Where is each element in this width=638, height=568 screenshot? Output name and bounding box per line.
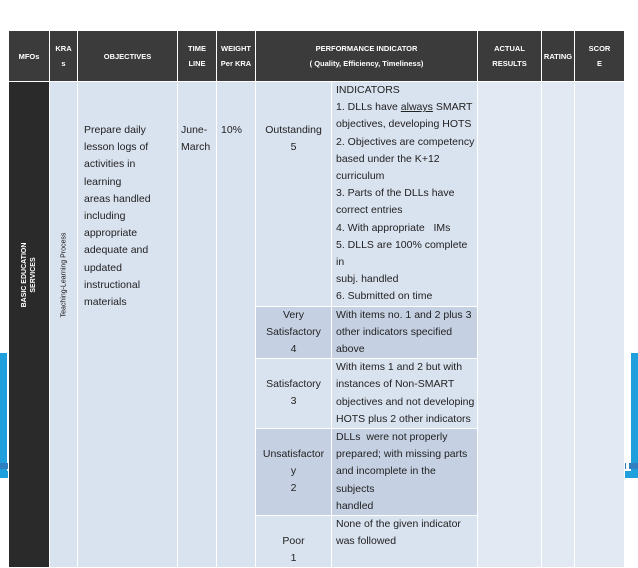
- indicator-line: 5. DLLS are 100% complete in: [336, 238, 468, 269]
- header-actual-results: ACTUAL RESULTS: [478, 31, 542, 82]
- indicator-line: 2. Objectives are competency: [336, 135, 475, 148]
- level-name: Very: [282, 308, 304, 321]
- objective-line: instructional: [84, 278, 141, 291]
- rating-cell: [542, 82, 575, 568]
- indicator-line: INDICATORS: [336, 84, 400, 96]
- indicator-line: handled: [336, 499, 374, 512]
- objective-line: activities in learning: [84, 158, 136, 188]
- timeline-end: March: [181, 141, 211, 154]
- timeline-cell: [178, 82, 217, 568]
- header-mfos: MFOs: [9, 31, 50, 82]
- header-weight: WEIGHT Per KRA: [217, 31, 256, 82]
- level-name: Outstanding: [265, 124, 322, 136]
- level-score: 5: [290, 141, 297, 154]
- indicator-line: 3. Parts of the DLLs have: [336, 187, 455, 200]
- objective-line: adequate and: [84, 244, 149, 257]
- weight-value: 10%: [221, 124, 243, 136]
- objective-line: updated: [84, 261, 122, 274]
- indicator-line: and incomplete in the subjects: [336, 465, 436, 495]
- indicator-line: above: [336, 343, 365, 356]
- actual-results-cell: [478, 82, 542, 568]
- indicator-line: 1. DLLs have always SMART: [336, 101, 473, 114]
- indicators-outstanding: [332, 82, 478, 307]
- level-name: Unsatisfactor: [262, 448, 325, 461]
- level-score: 1: [290, 552, 297, 565]
- indicator-line: prepared; with missing parts: [336, 448, 468, 461]
- indicator-line: HOTS plus 2 other indicators: [336, 412, 471, 425]
- indicator-line: curriculum: [336, 170, 385, 183]
- indicator-line: DLLs were not properly: [336, 431, 448, 444]
- level-score: 2: [290, 482, 297, 495]
- header-timeline: TIME LINE: [178, 31, 217, 82]
- objective-line: materials: [84, 296, 127, 309]
- level-label-outstanding: [256, 82, 332, 307]
- mfo-label: BASIC EDUCATION SERVICES: [21, 242, 37, 307]
- indicator-line: With items 1 and 2 but with: [336, 361, 463, 374]
- objective-line: areas handled: [84, 192, 151, 205]
- weight-cell: [217, 82, 256, 568]
- score-cell: [575, 82, 625, 568]
- indicator-line: With items no. 1 and 2 plus 3: [336, 308, 472, 321]
- indicator-line: was followed: [336, 535, 397, 548]
- indicator-line: objectives, developing HOTS: [336, 118, 472, 131]
- left-accent-bar: [0, 353, 7, 478]
- header-objectives: OBJECTIVES: [78, 31, 178, 82]
- indicator-line: 4. With appropriate IMs: [336, 221, 451, 234]
- level-label-unsatisfactory: [256, 429, 332, 516]
- header-performance-indicator: PERFORMANCE INDICATOR ( Quality, Efficiency, Timeliness): [256, 31, 478, 82]
- level-name: Satisfactory: [266, 325, 321, 338]
- level-name: Satisfactory: [266, 378, 321, 391]
- performance-table: [8, 30, 625, 568]
- level-label-poor: [256, 516, 332, 568]
- indicators-unsatisfactory: [332, 429, 478, 516]
- level-label-very-satisfactory: [256, 306, 332, 359]
- objective-line: Prepare daily: [84, 124, 146, 136]
- indicator-line: subj. handled: [336, 273, 399, 286]
- level-name: Poor: [282, 535, 305, 548]
- level-name: y: [290, 465, 297, 478]
- kra-cell: [50, 82, 78, 568]
- indicators-satisfactory: [332, 359, 478, 429]
- indicator-line: correct entries: [336, 204, 403, 217]
- level-score: 3: [290, 395, 297, 408]
- kra-label: Teaching-Learning Process: [60, 232, 67, 317]
- objective-line: including: [84, 210, 126, 223]
- indicator-line: 6. Submitted on time: [336, 290, 433, 303]
- timeline-start: June-: [181, 124, 208, 136]
- indicator-line: instances of Non-SMART: [336, 378, 455, 391]
- objective-line: appropriate: [84, 227, 138, 240]
- indicator-line: objectives and not developing: [336, 395, 475, 408]
- objective-cell: [78, 82, 178, 568]
- indicator-line: based under the K+12: [336, 152, 440, 165]
- header-rating: RATING: [542, 31, 575, 82]
- header-row: [9, 31, 625, 82]
- underlined-word: always: [400, 101, 433, 114]
- indicators-poor: [332, 516, 478, 568]
- header-kras: KRA s: [50, 31, 78, 82]
- objective-line: lesson logs of: [84, 141, 149, 154]
- header-score: SCOR E: [575, 31, 625, 82]
- right-accent-bar: [631, 353, 638, 478]
- level-row-outstanding: [9, 82, 625, 307]
- level-label-satisfactory: [256, 359, 332, 429]
- level-score: 4: [290, 343, 297, 356]
- indicator-line: other indicators specified: [336, 325, 453, 338]
- mfo-cell: [9, 82, 50, 568]
- indicators-very-satisfactory: [332, 306, 478, 359]
- indicator-line: None of the given indicator: [336, 518, 461, 531]
